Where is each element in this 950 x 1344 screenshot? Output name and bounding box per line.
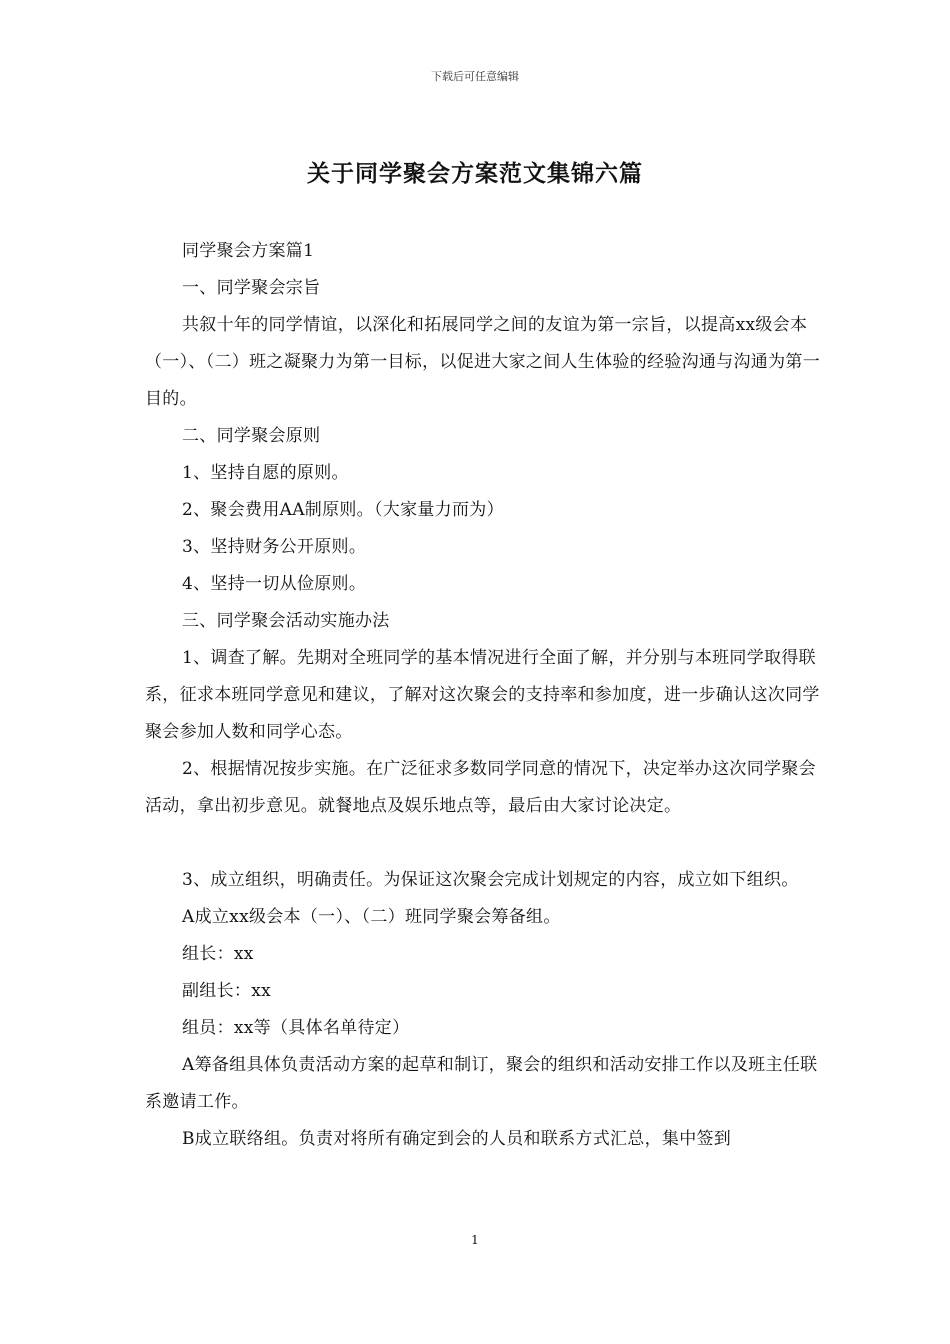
paragraph: 组长：xx	[182, 944, 254, 964]
paragraph: A筹备组具体负责活动方案的起草和制订，聚会的组织和活动安排工作以及班主任联系邀请工作。	[145, 1055, 818, 1112]
page-number: 1	[471, 1233, 479, 1247]
document-body	[145, 233, 825, 1158]
paragraph: 3、成立组织，明确责任。为保证这次聚会完成计划规定的内容，成立如下组织。	[182, 870, 799, 890]
list-item: 1、坚持自愿的原则。	[182, 463, 349, 483]
list-item: 2、聚会费用AA制原则。（大家量力而为）	[182, 500, 504, 520]
paragraph: 组员：xx等（具体名单待定）	[182, 1018, 410, 1038]
paragraph: B成立联络组。负责对将所有确定到会的人员和联系方式汇总，集中签到	[182, 1129, 732, 1149]
section-heading: 三、同学聚会活动实施办法	[182, 611, 390, 631]
page-header: 下载后可任意编辑	[431, 70, 519, 83]
paragraph: 副组长：xx	[182, 981, 271, 1001]
list-item: 3、坚持财务公开原则。	[182, 537, 367, 557]
list-item: 4、坚持一切从俭原则。	[182, 574, 367, 594]
blank-line	[145, 825, 825, 862]
paragraph: A成立xx级会本（一）、（二）班同学聚会筹备组。	[182, 907, 561, 927]
paragraph: 同学聚会方案篇1	[182, 241, 315, 261]
paragraph: 1、调查了解。先期对全班同学的基本情况进行全面了解，并分别与本班同学取得联系，征求本班同学意见和建议，了解对这次聚会的支持率和参加度，进一步确认这次同学聚会参加人数和同学心态。	[145, 648, 820, 742]
section-heading: 二、同学聚会原则	[182, 426, 321, 446]
paragraph: 共叙十年的同学情谊，以深化和拓展同学之间的友谊为第一宗旨，以提高xx级会本（一）、（二）班之凝聚力为第一目标，以促进大家之间人生体验的经验沟通与沟通为第一目的。	[145, 315, 820, 409]
document-title: 关于同学聚会方案范文集锦六篇	[307, 160, 643, 187]
paragraph: 2、根据情况按步实施。在广泛征求多数同学同意的情况下，决定举办这次同学聚会活动，拿出初步意见。就餐地点及娱乐地点等，最后由大家讨论决定。	[145, 759, 816, 816]
section-heading: 一、同学聚会宗旨	[182, 278, 321, 298]
